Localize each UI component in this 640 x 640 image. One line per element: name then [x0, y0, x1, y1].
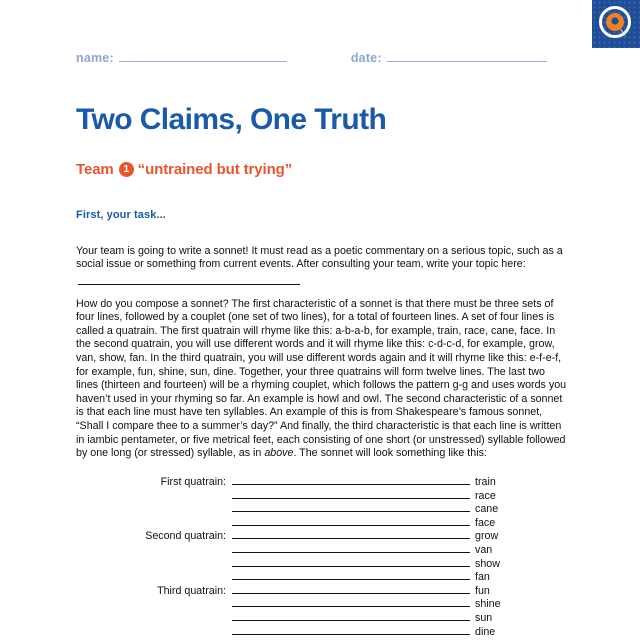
- sonnet-line-rhyme-word: race: [475, 489, 496, 502]
- date-field[interactable]: [351, 50, 547, 65]
- sonnet-line-input-rule[interactable]: [232, 488, 470, 499]
- sonnet-line-row: [76, 542, 569, 556]
- name-input-rule[interactable]: [119, 50, 287, 62]
- brand-logo-badge: [592, 0, 640, 48]
- sonnet-line-label: First quatrain:: [160, 476, 226, 488]
- sonnet-line-row: [76, 474, 569, 488]
- instructions-part-1: How do you compose a sonnet? The first characteristic of a sonnet is that there must be three sets of four lines, followed by a couplet (one set of two lines), for a total of fourteen lines. A set of four lines is called a quatrain. The first quatrain will rhyme like this: a-b-a-b, for example, train, race, cane, face. In the second quatrain, you will use different words and it will rhyme like this: c-d-c-d, for example, grow, van, show, fan. In the third quatrain, you will use different words again and it will rhyme like this: e-f-e-f, for example, fun, shine, sun, dine. Together, your three quatrains will form twelve lines. The last two lines (thirteen and fourteen) will be a rhyming couplet, which follows the pattern g-g and uses words you haven’t used in your rhyming so far. An example is howl and owl. The second characteristic of a sonnet is that each line must have ten syllables. An example of this is from Shakespeare’s famous sonnet, “Shall I compare thee to a summer’s day?” And finally, the third characteristic is that each line is written in iambic pentameter, or five metrical feet, each consisting of one short (or unstressed) syllable followed by one long (or stressed) syllable, as in: [76, 297, 567, 460]
- sonnet-line-row: [76, 596, 569, 610]
- sonnet-line-list: [76, 474, 569, 637]
- task-section-heading: First, your task...: [76, 209, 166, 221]
- sonnet-line-input-rule[interactable]: [232, 624, 470, 635]
- sonnet-line-row: [76, 515, 569, 529]
- speech-bubble-q-icon: [597, 5, 635, 43]
- date-label: date:: [350, 51, 382, 65]
- team-subtitle: [76, 160, 292, 179]
- sonnet-line-rhyme-word: shine: [475, 598, 501, 611]
- sonnet-line-rhyme-word: sun: [475, 611, 493, 624]
- sonnet-line-rhyme-word: show: [475, 557, 500, 570]
- sonnet-line-input-rule[interactable]: [232, 528, 470, 539]
- sonnet-line-input-rule[interactable]: [232, 501, 470, 512]
- instructions-part-2: . The sonnet will look something like this:: [293, 447, 487, 460]
- sonnet-line-rhyme-word: dine: [475, 625, 496, 638]
- sonnet-line-row: [76, 501, 569, 515]
- sonnet-line-input-rule[interactable]: [232, 556, 470, 567]
- sonnet-line-input-rule[interactable]: [232, 474, 470, 485]
- student-meta-row: [76, 50, 576, 65]
- sonnet-line-row: [76, 569, 569, 583]
- sonnet-line-rhyme-word: fan: [475, 571, 490, 584]
- sonnet-line-input-rule[interactable]: [232, 596, 470, 607]
- sonnet-line-rhyme-word: face: [475, 516, 496, 529]
- sonnet-instructions-paragraph: [76, 298, 569, 461]
- sonnet-line-row: [76, 610, 569, 624]
- team-number-badge: 1: [119, 162, 134, 177]
- sonnet-line-label: Third quatrain:: [157, 584, 226, 597]
- sonnet-line-row: [76, 583, 569, 597]
- task-intro-text: Your team is going to write a sonnet! It must read as a poetic commentary on a serious topic, such as a social issue or something from current events. After consulting your team, write your topic here:: [76, 244, 563, 271]
- sonnet-line-row: [76, 624, 569, 638]
- sonnet-line-input-rule[interactable]: [232, 610, 470, 621]
- instructions-emphasis: above: [264, 447, 294, 460]
- task-intro-paragraph: [76, 245, 569, 286]
- sonnet-line-row: [76, 488, 569, 502]
- team-word: Team: [76, 161, 114, 178]
- sonnet-line-rhyme-word: fun: [475, 584, 490, 597]
- sonnet-line-input-rule[interactable]: [232, 542, 470, 553]
- team-nickname: “untrained but trying”: [137, 161, 293, 178]
- name-field[interactable]: [76, 50, 287, 65]
- page-title: Two Claims, One Truth: [76, 103, 387, 136]
- sonnet-line-label: Second quatrain:: [145, 530, 226, 543]
- sonnet-line-input-rule[interactable]: [232, 583, 470, 594]
- sonnet-line-rhyme-word: cane: [475, 503, 499, 516]
- sonnet-line-row: [76, 556, 569, 570]
- date-input-rule[interactable]: [387, 50, 547, 62]
- topic-input-rule[interactable]: [78, 275, 300, 285]
- sonnet-line-input-rule[interactable]: [232, 569, 470, 580]
- sonnet-line-rhyme-word: train: [475, 476, 496, 488]
- sonnet-line-row: [76, 528, 569, 542]
- name-label: name:: [76, 51, 114, 65]
- sonnet-line-input-rule[interactable]: [232, 515, 470, 526]
- sonnet-line-rhyme-word: grow: [475, 530, 499, 543]
- sonnet-line-rhyme-word: van: [475, 543, 493, 556]
